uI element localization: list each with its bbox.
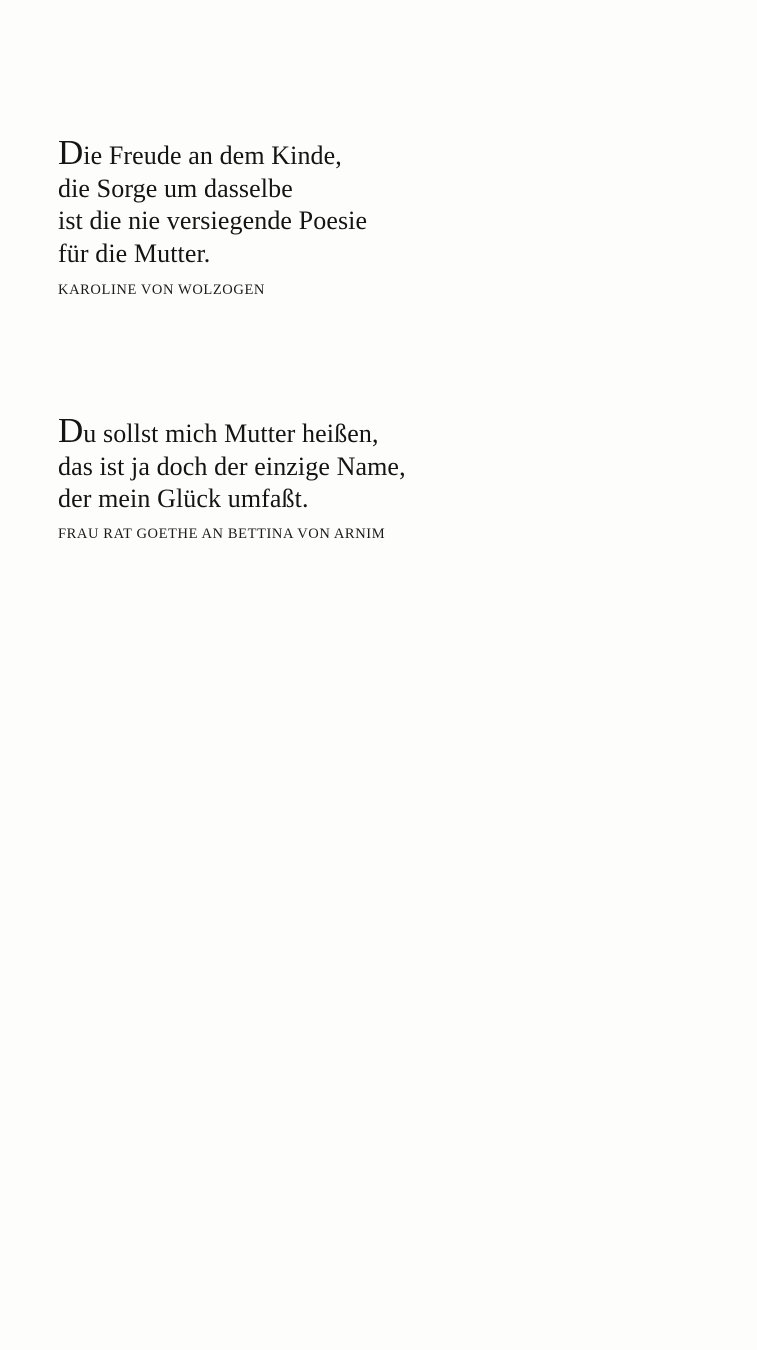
quote-attribution: FRAU RAT GOETHE AN BETTINA VON ARNIM xyxy=(58,525,386,542)
quote-line xyxy=(58,411,658,451)
quote-line: das ist ja doch der einzige Name, xyxy=(58,451,406,481)
quote-line: die Sorge um dasselbe xyxy=(58,173,293,203)
quote-attribution: KAROLINE VON WOLZOGEN xyxy=(58,282,265,298)
quote-line-text: u sollst mich Mutter heißen, xyxy=(83,419,379,448)
quote-line-text: ie Freude an dem Kinde, xyxy=(83,141,342,170)
quote-wolzogen xyxy=(58,133,658,299)
quote-goethe xyxy=(58,411,658,543)
quote-line xyxy=(58,133,658,173)
drop-cap: D xyxy=(58,411,84,450)
quote-line: für die Mutter. xyxy=(58,238,211,268)
quote-line: der mein Glück umfaßt. xyxy=(58,484,309,513)
quote-line: ist die nie versiegende Poesie xyxy=(58,206,368,235)
drop-cap: D xyxy=(58,133,84,172)
